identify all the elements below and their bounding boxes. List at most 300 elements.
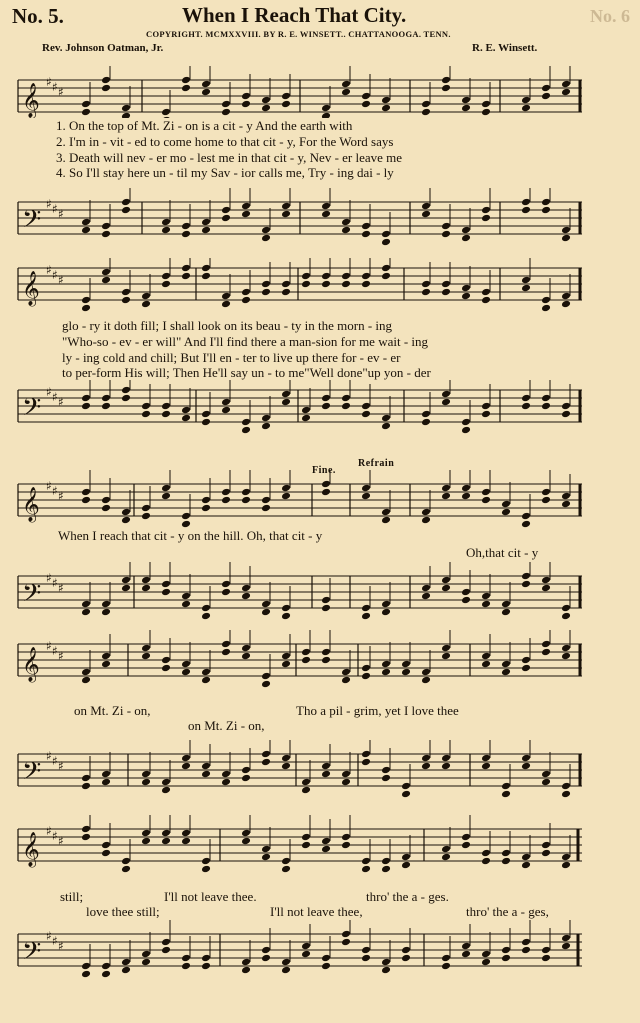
verse-4-line-2: to per-form His will; Then He'll say un - to me"Well done"up yon - der (62, 365, 431, 380)
note-head (261, 600, 271, 609)
note-head (161, 402, 171, 411)
note-head (81, 304, 91, 313)
note-head (541, 198, 551, 207)
note-head (101, 222, 111, 231)
note-head (101, 660, 111, 669)
note-head (541, 849, 551, 858)
note-head (521, 572, 531, 581)
note-head (401, 853, 411, 862)
note-head (521, 512, 531, 521)
note-head (261, 96, 271, 105)
bass-clef: 𝄢 (22, 937, 42, 972)
note-head (461, 234, 471, 243)
line-4-alto-lyric: on Mt. Zi - on, (188, 718, 265, 733)
sharp-sign: ♯ (52, 829, 58, 843)
note-head (381, 516, 391, 525)
note-head (121, 508, 131, 517)
bass-clef: 𝄢 (22, 757, 42, 792)
note-head (561, 942, 571, 951)
note-head (181, 762, 191, 771)
note-head (181, 754, 191, 763)
note-head (521, 402, 531, 411)
note-head (221, 206, 231, 215)
note-head (481, 754, 491, 763)
note-head (401, 668, 411, 677)
note-head (301, 272, 311, 281)
note-head (301, 414, 311, 423)
note-head (521, 520, 531, 528)
note-head (201, 676, 211, 685)
sharp-sign: ♯ (52, 934, 58, 948)
note-head (181, 668, 191, 677)
note-head (541, 584, 551, 593)
note-head (101, 394, 111, 403)
sharp-sign: ♯ (58, 834, 64, 848)
note-head (361, 272, 371, 281)
note-head (561, 492, 571, 501)
note-head (241, 766, 251, 775)
note-head (521, 861, 531, 870)
note-head (421, 668, 431, 677)
lyricist-credit: Rev. Johnson Oatman, Jr. (42, 42, 164, 54)
note-head (321, 770, 331, 779)
note-head (461, 226, 471, 235)
note-head (481, 488, 491, 497)
note-head (441, 230, 451, 239)
note-head (81, 488, 91, 497)
note-head (461, 942, 471, 951)
verse-4-line-1: 4. So I'll stay here un - til my Sav - ior calls me, Try - ing dai - ly (56, 165, 394, 180)
note-head (161, 410, 171, 419)
note-head (81, 962, 91, 971)
note-head (441, 76, 451, 85)
sharp-sign: ♯ (58, 649, 64, 663)
note-head (201, 504, 211, 513)
note-head (81, 782, 91, 791)
verse-3-line-1: 3. Death will nev - er mo - lest me in that cit - y, Nev - er leave me (56, 150, 403, 165)
note-head (541, 954, 551, 963)
note-head (421, 516, 431, 525)
note-head (561, 652, 571, 661)
note-head (101, 778, 111, 787)
note-head (101, 970, 111, 979)
note-head (201, 865, 211, 874)
note-head (361, 100, 371, 109)
hymn-title: When I Reach That City. (182, 3, 407, 27)
note-head (461, 492, 471, 501)
note-head (281, 100, 291, 109)
note-head (261, 672, 271, 681)
line-4-soprano-lyric: on Mt. Zi - on, (74, 703, 151, 718)
line-3-soprano-lyric: When I reach that cit - y on the hill. Oh, that cit - y (58, 528, 323, 543)
note-head (261, 608, 271, 617)
note-head (481, 108, 491, 117)
note-head (261, 853, 271, 862)
treble-clef: 𝄞 (22, 487, 40, 522)
note-head (221, 648, 231, 657)
note-head (421, 508, 431, 517)
note-head (201, 226, 211, 235)
note-head (221, 778, 231, 787)
note-head (541, 778, 551, 787)
note-head (421, 210, 431, 219)
note-head (241, 296, 251, 305)
sharp-sign: ♯ (46, 75, 52, 89)
note-head (261, 504, 271, 513)
note-head (141, 410, 151, 419)
note-head (541, 394, 551, 403)
note-head (161, 778, 171, 787)
note-head (561, 604, 571, 613)
note-head (121, 584, 131, 593)
note-head (81, 402, 91, 411)
note-head (421, 288, 431, 297)
note-head (281, 492, 291, 501)
note-head (261, 226, 271, 235)
note-head (561, 612, 571, 621)
note-head (81, 100, 91, 109)
note-head (461, 426, 471, 435)
note-head (381, 766, 391, 775)
note-head (461, 588, 471, 597)
note-head (381, 422, 391, 431)
note-head (461, 484, 471, 493)
note-head (201, 604, 211, 613)
note-head (421, 410, 431, 419)
note-head (161, 218, 171, 227)
sharp-sign: ♯ (46, 824, 52, 838)
note-head (201, 668, 211, 677)
note-head (201, 418, 211, 427)
note-head (321, 480, 331, 489)
note-head (221, 398, 231, 407)
note-head (221, 496, 231, 505)
note-head (281, 390, 291, 399)
bass-clef: 𝄢 (22, 579, 42, 614)
note-head (261, 288, 271, 297)
note-head (321, 954, 331, 963)
note-head (381, 966, 391, 975)
sharp-sign: ♯ (46, 571, 52, 585)
note-head (481, 762, 491, 771)
note-head (241, 592, 251, 601)
sharp-sign: ♯ (46, 197, 52, 211)
note-head (341, 841, 351, 850)
note-head (281, 288, 291, 297)
line-5-soprano-lyric-a: still; (60, 889, 84, 904)
note-head (461, 596, 471, 605)
note-head (341, 402, 351, 411)
note-head (241, 652, 251, 661)
note-head (201, 612, 211, 621)
note-head (441, 280, 451, 289)
staff-system-4-treble (0, 630, 640, 700)
note-head (161, 492, 171, 501)
note-head (461, 833, 471, 842)
note-head (261, 758, 271, 767)
note-head (221, 292, 231, 301)
note-head (141, 576, 151, 585)
note-head (361, 946, 371, 955)
note-head (321, 596, 331, 605)
note-head (481, 402, 491, 411)
sharp-sign: ♯ (52, 484, 58, 498)
hymn-number: No. 5. (12, 4, 64, 28)
note-head (221, 488, 231, 497)
line-3-bass-lyric: Oh,that cit - y (466, 545, 539, 560)
note-head (441, 576, 451, 585)
treble-clef: 𝄞 (22, 832, 40, 867)
note-head (381, 230, 391, 239)
note-head (561, 402, 571, 411)
note-head (481, 410, 491, 419)
sharp-sign: ♯ (58, 85, 64, 99)
note-head (441, 954, 451, 963)
note-head (261, 845, 271, 854)
note-head (421, 762, 431, 771)
staff-system-5-bass (0, 920, 640, 1020)
note-head (281, 966, 291, 975)
note-head (141, 300, 151, 309)
staff-system-1-bass (0, 188, 640, 258)
note-head (101, 600, 111, 609)
note-head (281, 92, 291, 101)
note-head (481, 496, 491, 505)
note-head (521, 394, 531, 403)
note-head (521, 104, 531, 113)
note-head (341, 668, 351, 677)
note-head (81, 226, 91, 235)
staff-system-1-treble (0, 66, 640, 118)
note-head (441, 962, 451, 971)
note-head (341, 280, 351, 289)
note-head (321, 210, 331, 219)
note-head (361, 758, 371, 767)
note-head (281, 660, 291, 669)
note-head (81, 218, 91, 227)
note-head (301, 942, 311, 951)
note-head (241, 837, 251, 846)
sharp-sign: ♯ (52, 390, 58, 404)
note-head (441, 762, 451, 771)
note-head (121, 198, 131, 207)
note-head (361, 222, 371, 231)
bleed-through-mark: No. 6 (590, 6, 630, 26)
note-head (441, 754, 451, 763)
note-head (241, 488, 251, 497)
note-head (521, 762, 531, 771)
note-head (121, 296, 131, 305)
note-head (521, 580, 531, 589)
note-head (341, 80, 351, 89)
note-head (341, 272, 351, 281)
sharp-sign: ♯ (52, 644, 58, 658)
note-head (181, 600, 191, 609)
note-head (201, 218, 211, 227)
note-head (181, 414, 191, 423)
note-head (521, 276, 531, 285)
note-head (321, 272, 331, 281)
note-head (501, 660, 511, 669)
note-head (541, 946, 551, 955)
note-head (561, 500, 571, 509)
note-head (541, 206, 551, 215)
note-head (241, 496, 251, 505)
sharp-sign: ♯ (58, 581, 64, 595)
note-head (361, 612, 371, 621)
note-head (241, 92, 251, 101)
note-head (281, 484, 291, 493)
note-head (481, 100, 491, 109)
note-head (521, 946, 531, 955)
note-head (101, 84, 111, 93)
note-head (221, 108, 231, 117)
note-head (261, 750, 271, 759)
note-head (361, 402, 371, 411)
note-head (481, 660, 491, 669)
note-head (121, 516, 131, 525)
note-head (121, 394, 131, 403)
note-head (101, 849, 111, 858)
note-head (361, 664, 371, 673)
note-head (321, 845, 331, 854)
note-head (81, 608, 91, 617)
note-head (501, 600, 511, 609)
note-head (81, 825, 91, 834)
note-head (321, 202, 331, 211)
note-head (81, 833, 91, 842)
sharp-sign: ♯ (58, 207, 64, 221)
note-head (521, 853, 531, 862)
note-head (401, 861, 411, 870)
note-head (341, 833, 351, 842)
note-head (481, 652, 491, 661)
note-head (421, 100, 431, 109)
note-head (221, 100, 231, 109)
note-head (201, 410, 211, 419)
note-head (461, 841, 471, 850)
bass-clef: 𝄢 (22, 393, 42, 428)
note-head (401, 782, 411, 791)
note-head (301, 950, 311, 959)
note-head (481, 950, 491, 959)
note-head (361, 954, 371, 963)
note-head (81, 774, 91, 783)
line-5-bass-lyric-b: I'll not leave thee, (270, 904, 363, 919)
note-head (221, 770, 231, 779)
note-head (261, 422, 271, 431)
note-head (121, 865, 131, 874)
note-head (101, 268, 111, 277)
note-head (141, 584, 151, 593)
note-head (181, 520, 191, 528)
note-head (521, 96, 531, 105)
note-head (541, 92, 551, 101)
note-head (501, 849, 511, 858)
note-head (481, 857, 491, 866)
note-head (181, 76, 191, 85)
note-head (101, 962, 111, 971)
copyright-line: COPYRIGHT. MCMXXVIII. BY R. E. WINSETT.. CHATTANOOGA. TENN. (146, 29, 451, 39)
sharp-sign: ♯ (46, 385, 52, 399)
note-head (361, 672, 371, 681)
note-head (481, 288, 491, 297)
note-head (541, 296, 551, 305)
note-head (261, 414, 271, 423)
note-head (501, 668, 511, 677)
note-head (421, 592, 431, 601)
note-head (361, 857, 371, 866)
sharp-sign: ♯ (46, 639, 52, 653)
note-head (541, 84, 551, 93)
note-head (121, 104, 131, 113)
note-head (281, 652, 291, 661)
note-head (421, 202, 431, 211)
note-head (281, 762, 291, 771)
note-head (181, 406, 191, 415)
note-head (501, 500, 511, 509)
note-head (281, 865, 291, 874)
note-head (281, 754, 291, 763)
note-head (81, 108, 91, 117)
note-head (241, 644, 251, 653)
note-head (121, 966, 131, 975)
note-head (181, 837, 191, 846)
note-head (441, 222, 451, 231)
note-head (381, 857, 391, 866)
note-head (421, 108, 431, 117)
note-head (461, 96, 471, 105)
note-head (241, 829, 251, 838)
note-head (381, 958, 391, 967)
note-head (381, 508, 391, 517)
note-head (541, 576, 551, 585)
note-head (141, 958, 151, 967)
note-head (101, 608, 111, 617)
note-head (181, 272, 191, 281)
note-head (381, 264, 391, 273)
note-head (361, 280, 371, 289)
note-head (441, 398, 451, 407)
note-head (481, 214, 491, 223)
note-head (381, 774, 391, 783)
note-head (121, 386, 131, 395)
fine-marker: Fine. (312, 465, 336, 476)
note-head (501, 946, 511, 955)
note-head (141, 512, 151, 521)
note-head (481, 849, 491, 858)
note-head (381, 104, 391, 113)
note-head (161, 226, 171, 235)
note-head (401, 790, 411, 799)
note-head (541, 488, 551, 497)
note-head (381, 238, 391, 247)
line-5-soprano-lyric-c: thro' the a - ges. (366, 889, 449, 904)
note-head (241, 958, 251, 967)
note-head (241, 966, 251, 975)
note-head (301, 406, 311, 415)
note-head (261, 104, 271, 113)
note-head (561, 234, 571, 243)
note-head (561, 410, 571, 419)
note-head (81, 676, 91, 685)
treble-clef: 𝄞 (22, 83, 40, 118)
note-head (161, 656, 171, 665)
note-head (441, 853, 451, 862)
note-head (521, 656, 531, 665)
note-head (501, 508, 511, 517)
note-head (161, 938, 171, 947)
